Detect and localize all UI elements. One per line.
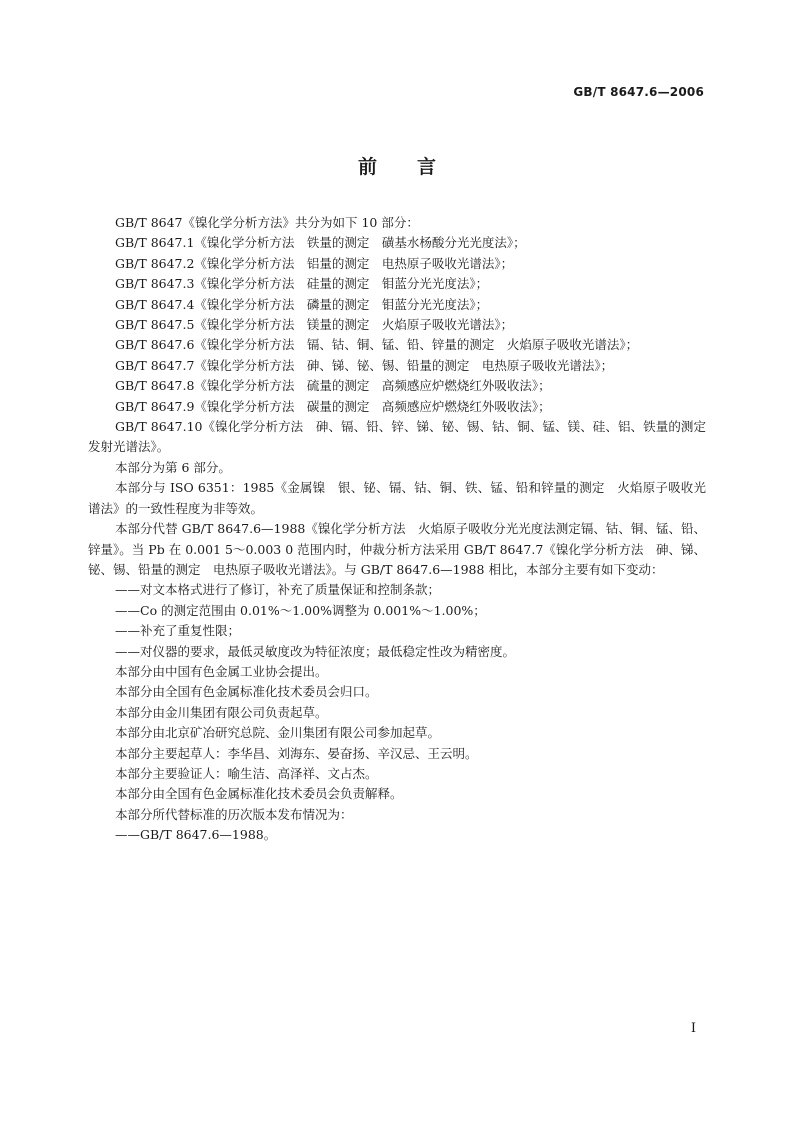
paragraph: 本部分与 ISO 6351：1985《金属镍 银、铋、镉、钴、铜、铁、锰、铅和锌量的测定 火焰原子吸收光谱法》的一致性程度为非等效。 xyxy=(88,480,706,516)
list-item: ——GB/T 8647.6—1988。 xyxy=(115,827,277,843)
paragraph: GB/T 8647《镍化学分析方法》共分为如下 10 部分： xyxy=(115,215,419,230)
paragraph: GB/T 8647.5《镍化学分析方法 镁量的测定 火焰原子吸收光谱法》； xyxy=(115,317,514,333)
paragraph: 本部分由全国有色金属标准化技术委员会负责解释。 xyxy=(115,786,403,802)
list-item: ——对仪器的要求，最低灵敏度改为特征浓度；最低稳定性改为精密度。 xyxy=(115,643,516,659)
paragraph: 本部分主要起草人：李华昌、刘海东、晏奋扬、辛汉忌、王云明。 xyxy=(115,745,478,761)
list-item: ——对文本格式进行了修订，补充了质量保证和控制条款； xyxy=(115,582,441,598)
paragraph: 本部分由北京矿冶研究总院、金川集团有限公司参加起草。 xyxy=(115,725,441,741)
list-item: ——Co 的测定范围由 0.01%～1.00%调整为 0.001%～1.00%； xyxy=(115,602,486,618)
paragraph: GB/T 8647.3《镍化学分析方法 硅量的测定 钼蓝分光光度法》； xyxy=(115,276,489,292)
paragraph: GB/T 8647.2《镍化学分析方法 铝量的测定 电热原子吸收光谱法》； xyxy=(115,255,514,271)
paragraph: 本部分主要验证人：喻生洁、高泽祥、文占杰。 xyxy=(115,765,378,781)
paragraph: 本部分代替 GB/T 8647.6—1988《镍化学分析方法 火焰原子吸收分光光度法测定镉、钴、铜、锰、铅、锌量》。当 Pb 在 0.001 5～0.003 0 范围内时，仲裁分析方法采用 GB/T 8647.7《镍化学分析方法 砷、锑、铋、锡、铅量的测定 电热原子吸收光谱法》。与 GB/T 8647.6—1988 相比，本部分主要有如下变动： xyxy=(88,521,706,577)
paragraph: 本部分所代替标准的历次版本发布情况为： xyxy=(115,806,353,822)
paragraph: GB/T 8647.7《镍化学分析方法 砷、锑、铋、锡、铅量的测定 电热原子吸收光谱法》； xyxy=(115,357,614,373)
paragraph: 本部分为第 6 部分。 xyxy=(115,459,231,475)
foreword-body xyxy=(88,213,719,846)
paragraph: GB/T 8647.9《镍化学分析方法 碳量的测定 高频感应炉燃烧红外吸收法》； xyxy=(115,398,551,414)
paragraph: GB/T 8647.10《镍化学分析方法 砷、镉、铅、锌、锑、铋、锡、钴、铜、锰、镁、硅、铝、铁量的测定 发射光谱法》。 xyxy=(88,419,719,455)
page-number: I xyxy=(690,1021,696,1036)
standard-code: GB/T 8647.6—2006 xyxy=(573,85,704,99)
paragraph: GB/T 8647.6《镍化学分析方法 镉、钴、铜、锰、铅、锌量的测定 火焰原子吸收光谱法》； xyxy=(115,337,639,353)
paragraph: 本部分由全国有色金属标准化技术委员会归口。 xyxy=(115,684,378,700)
paragraph: 本部分由金川集团有限公司负责起草。 xyxy=(115,704,328,720)
paragraph: GB/T 8647.4《镍化学分析方法 磷量的测定 钼蓝分光光度法》； xyxy=(115,296,489,312)
paragraph: 本部分由中国有色金属工业协会提出。 xyxy=(115,663,328,679)
paragraph: GB/T 8647.1《镍化学分析方法 铁量的测定 磺基水杨酸分光光度法》； xyxy=(115,235,526,251)
paragraph: GB/T 8647.8《镍化学分析方法 硫量的测定 高频感应炉燃烧红外吸收法》； xyxy=(115,378,551,394)
page-title: 前言 xyxy=(357,156,476,178)
list-item: ——补充了重复性限； xyxy=(115,623,241,639)
